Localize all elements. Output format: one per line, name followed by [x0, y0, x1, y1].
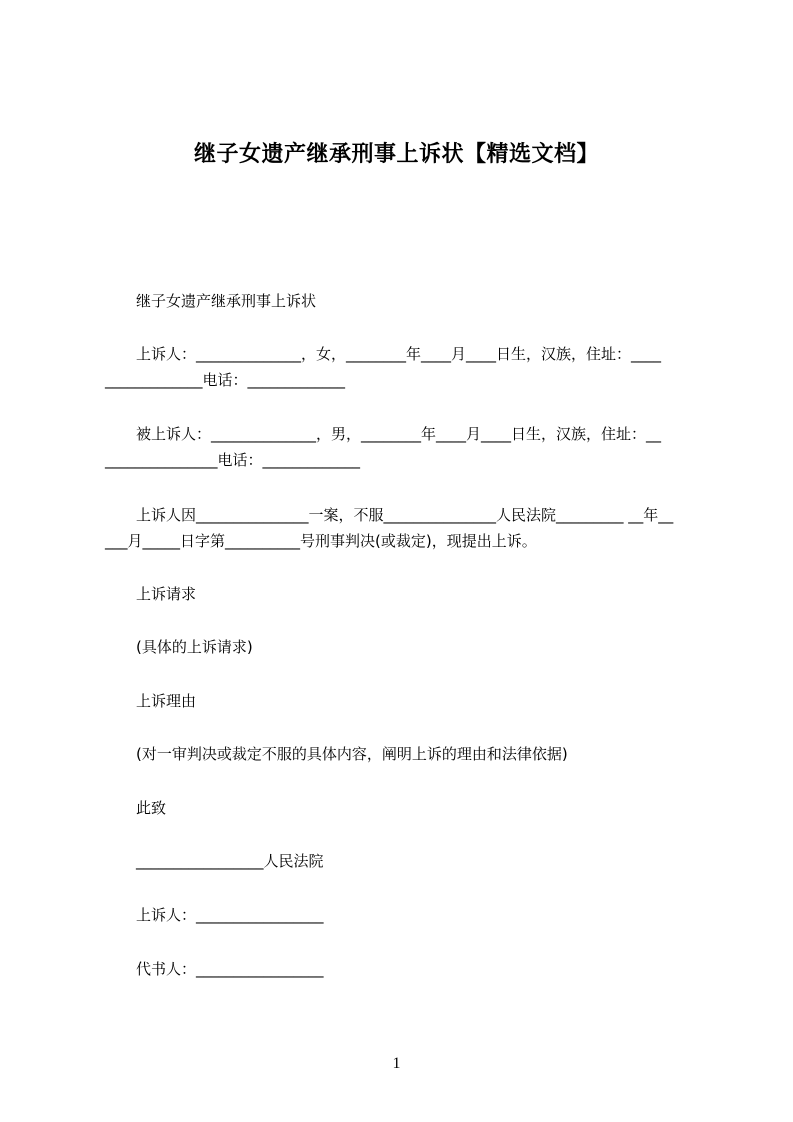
- case-paragraph: [105, 502, 705, 554]
- appellant-line-1: 上诉人：______________，女，________年____月____日生，汉族，住址：____: [136, 345, 662, 363]
- appellant-paragraph: [105, 341, 705, 393]
- appellee-line-2: _______________电话：_____________: [105, 451, 361, 469]
- subtitle-text: 继子女遗产继承刑事上诉状: [136, 292, 317, 310]
- court-line: _________________人民法院: [136, 852, 324, 870]
- document-title: 继子女遗产继承刑事上诉状【精选文档】: [193, 142, 599, 167]
- appellant-line-2: _____________电话：_____________: [105, 371, 346, 389]
- case-line-1: 上诉人因_______________一案，不服_______________人民法院_________ __年__: [136, 506, 674, 524]
- reason-heading: 上诉理由: [136, 692, 197, 710]
- appellee-paragraph: [105, 421, 705, 473]
- page-number: 1: [392, 1055, 401, 1072]
- salutation: 此致: [136, 799, 167, 817]
- case-line-2: ___月_____日字第__________号刑事判决(或裁定)，现提出上诉。: [105, 532, 537, 550]
- reason-body: (对一审判决或裁定不服的具体内容，阐明上诉的理由和法律依据): [136, 745, 568, 763]
- request-body: (具体的上诉请求): [136, 638, 253, 656]
- subtitle-paragraph: [105, 288, 705, 314]
- appellant-signature: 上诉人：_________________: [136, 906, 324, 924]
- request-heading: 上诉请求: [136, 585, 197, 603]
- scrivener-signature: 代书人：_________________: [136, 960, 324, 978]
- appellee-line-1: 被上诉人：______________，男，________年____月____日生，汉族，住址：__: [136, 425, 662, 443]
